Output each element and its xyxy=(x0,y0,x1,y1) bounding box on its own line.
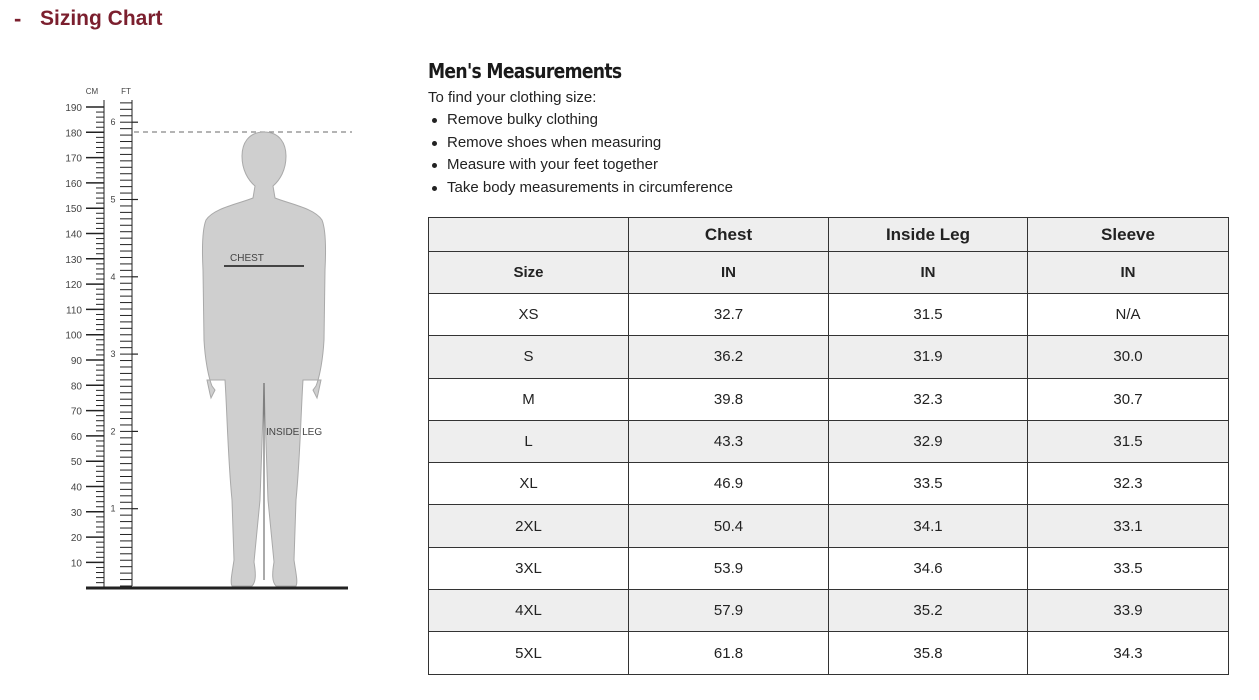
table-cell: 32.7 xyxy=(629,294,829,336)
table-cell: 34.6 xyxy=(829,547,1028,589)
table-cell-size: 5XL xyxy=(429,632,629,674)
cm-tick-label: 100 xyxy=(65,330,82,342)
table-cell: 35.2 xyxy=(829,590,1028,632)
table-row xyxy=(429,420,1229,462)
table-cell: 61.8 xyxy=(629,632,829,674)
cm-tick-label: 30 xyxy=(70,507,82,519)
cm-tick-label: 70 xyxy=(70,406,82,418)
table-cell: 43.3 xyxy=(629,420,829,462)
cm-tick-label: 170 xyxy=(65,153,82,165)
table-cell: 39.8 xyxy=(629,378,829,420)
table-row xyxy=(429,336,1229,378)
section-title[interactable]: Sizing Chart xyxy=(40,7,163,30)
table-cell-size: 4XL xyxy=(429,590,629,632)
cm-tick-label: 160 xyxy=(65,178,82,190)
table-cell: 57.9 xyxy=(629,590,829,632)
cm-tick-label: 110 xyxy=(66,305,82,317)
ft-axis-label: FT xyxy=(121,87,131,96)
table-cell-size: L xyxy=(429,420,629,462)
table-unit: IN xyxy=(1028,252,1229,294)
table-cell: N/A xyxy=(1028,294,1229,336)
cm-tick-label: 40 xyxy=(70,482,82,494)
table-row xyxy=(429,590,1229,632)
table-cell: 33.1 xyxy=(1028,505,1229,547)
cm-tick-label: 20 xyxy=(70,533,82,545)
table-cell: 53.9 xyxy=(629,547,829,589)
ft-tick-label: 5 xyxy=(110,194,116,205)
cm-tick-label: 60 xyxy=(70,431,82,443)
table-cell: 32.3 xyxy=(1028,463,1229,505)
height-figure-diagram xyxy=(52,80,362,600)
cm-tick-label: 150 xyxy=(65,204,82,216)
cm-tick-label: 140 xyxy=(65,229,82,241)
cm-tick-label: 50 xyxy=(70,457,82,469)
table-cell: 35.8 xyxy=(829,632,1028,674)
ft-tick-label: 2 xyxy=(110,426,116,437)
table-cell-size: 2XL xyxy=(429,505,629,547)
table-header-blank xyxy=(429,218,629,252)
table-cell: 32.3 xyxy=(829,378,1028,420)
ft-tick-label: 3 xyxy=(110,349,116,360)
cm-tick-label: 120 xyxy=(65,280,82,292)
table-unit-row xyxy=(429,252,1229,294)
table-cell: 31.9 xyxy=(829,336,1028,378)
list-item: Remove bulky clothing xyxy=(428,109,1228,132)
table-unit: IN xyxy=(629,252,829,294)
list-item: Remove shoes when measuring xyxy=(428,132,1228,155)
instruction-list xyxy=(428,109,1228,199)
table-cell: 31.5 xyxy=(1028,420,1229,462)
table-cell: 46.9 xyxy=(629,463,829,505)
chest-label: CHEST xyxy=(230,253,264,264)
table-cell-size: 3XL xyxy=(429,547,629,589)
table-cell-size: S xyxy=(429,336,629,378)
ft-tick-label: 1 xyxy=(110,503,116,514)
table-cell-size: XS xyxy=(429,294,629,336)
cm-tick-label: 80 xyxy=(70,381,82,393)
height-ruler xyxy=(65,100,138,588)
cm-tick-label: 10 xyxy=(70,558,82,570)
cm-tick-label: 190 xyxy=(65,103,82,114)
table-cell: 33.5 xyxy=(1028,547,1229,589)
cm-tick-label: 90 xyxy=(70,356,82,367)
table-header-chest: Chest xyxy=(629,218,829,252)
table-cell: 33.9 xyxy=(1028,590,1229,632)
figure-svg xyxy=(52,80,362,600)
collapse-toggle-icon[interactable]: - xyxy=(14,6,22,31)
table-unit: IN xyxy=(829,252,1028,294)
size-table xyxy=(428,217,1229,675)
table-cell: 34.3 xyxy=(1028,632,1229,674)
table-cell: 30.0 xyxy=(1028,336,1229,378)
table-cell: 30.7 xyxy=(1028,378,1229,420)
table-row xyxy=(429,547,1229,589)
table-cell: 34.1 xyxy=(829,505,1028,547)
table-cell: 31.5 xyxy=(829,294,1028,336)
measurements-title: Men's Measurements xyxy=(428,59,622,83)
ft-tick-label: 6 xyxy=(110,117,116,128)
table-row xyxy=(429,632,1229,674)
table-header-size: Size xyxy=(429,252,629,294)
table-row xyxy=(429,294,1229,336)
table-row xyxy=(429,378,1229,420)
table-cell-size: XL xyxy=(429,463,629,505)
instructions-intro: To find your clothing size: xyxy=(428,89,597,106)
table-row xyxy=(429,463,1229,505)
table-header-inside-leg: Inside Leg xyxy=(829,218,1028,252)
table-cell-size: M xyxy=(429,378,629,420)
ft-tick-label: 4 xyxy=(110,271,116,282)
table-cell: 32.9 xyxy=(829,420,1028,462)
cm-tick-label: 130 xyxy=(65,254,82,266)
table-header-sleeve: Sleeve xyxy=(1028,218,1229,252)
list-item: Take body measurements in circumference xyxy=(428,177,1228,200)
table-cell: 36.2 xyxy=(629,336,829,378)
cm-axis-label: CM xyxy=(85,87,99,96)
table-header-row xyxy=(429,218,1229,252)
list-item: Measure with your feet together xyxy=(428,154,1228,177)
cm-tick-label: 180 xyxy=(65,128,82,140)
sizing-chart-header[interactable] xyxy=(14,6,163,32)
table-row xyxy=(429,505,1229,547)
measurement-instructions xyxy=(428,57,1228,199)
table-cell: 33.5 xyxy=(829,463,1028,505)
inside-leg-label: INSIDE LEG xyxy=(266,427,323,438)
table-cell: 50.4 xyxy=(629,505,829,547)
